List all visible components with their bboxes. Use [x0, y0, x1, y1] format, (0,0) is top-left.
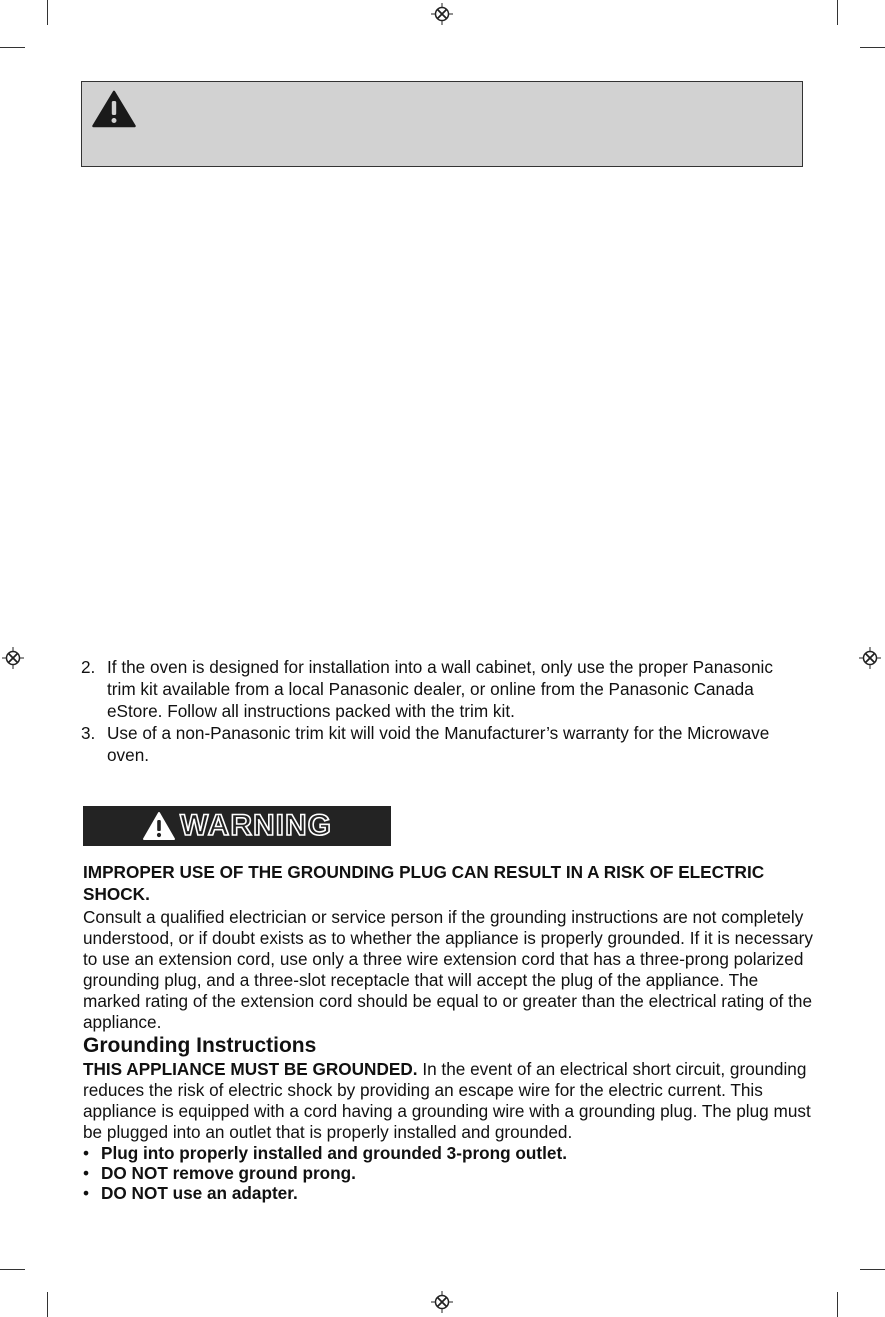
list-text: If the oven is designed for installation into a wall cabinet, only use the proper Panasonic trim kit available from a local Panasonic dealer, or online from the Panasonic Canada eStore. Follow all instructions packed with the trim kit. — [107, 657, 773, 721]
bullet-icon: • — [83, 1183, 90, 1203]
crop-mark — [837, 1292, 838, 1317]
bullet-icon: • — [83, 1163, 90, 1183]
warning-triangle-icon — [92, 90, 136, 128]
grounding-body — [83, 1059, 813, 1143]
list-number: 3. — [81, 723, 96, 743]
crosshair-registration-icon — [431, 3, 453, 25]
crop-mark — [860, 47, 885, 48]
warning-body: Consult a qualified electrician or service person if the grounding instructions are not completely understood, or if doubt exists as to whether the appliance is properly grounded. If it is necessary to use an extension cord, use only a three wire extension cord that has a three-prong polarized grounding plug, and a three-slot receptacle that will accept the plug of the appliance. The marked rating of the extension cord should be equal to or greater than the electrical rating of the appliance. — [83, 907, 813, 1032]
bullet-text: DO NOT remove ground prong. — [101, 1163, 356, 1183]
warning-label: WARNING — [180, 809, 332, 842]
grounding-section — [83, 1033, 813, 1203]
bullet-text: DO NOT use an adapter. — [101, 1183, 298, 1203]
installation-list — [81, 656, 801, 766]
bullet-text: Plug into properly installed and grounded 3-prong outlet. — [101, 1143, 567, 1163]
grounding-bullets — [83, 1143, 813, 1203]
grounding-body-text: In the event of an electrical short circuit, grounding reduces the risk of electric shock by providing an escape wire for the electric current. This appliance is equipped with a cord having a grounding wire with a grounding plug. The plug must be plugged into an outlet that is properly installed and grounded. — [83, 1059, 811, 1142]
crop-mark — [0, 1269, 25, 1270]
grounding-title: Grounding Instructions — [83, 1034, 317, 1057]
bullet-icon: • — [83, 1143, 90, 1163]
grounding-lead: THIS APPLIANCE MUST BE GROUNDED. — [83, 1059, 418, 1079]
warning-triangle-icon — [142, 811, 176, 841]
caution-box — [81, 81, 803, 167]
list-item — [81, 722, 801, 766]
crop-mark — [47, 0, 48, 25]
warning-heading: IMPROPER USE OF THE GROUNDING PLUG CAN RESULT IN A RISK OF ELECTRIC SHOCK. — [83, 862, 765, 904]
list-item — [81, 656, 801, 722]
crop-mark — [0, 47, 25, 48]
crosshair-registration-icon — [859, 647, 881, 669]
crop-mark — [837, 0, 838, 25]
list-number: 2. — [81, 657, 96, 677]
warning-banner — [83, 806, 391, 846]
warning-section — [83, 861, 813, 1033]
list-item — [83, 1163, 813, 1183]
list-text: Use of a non-Panasonic trim kit will void the Manufacturer’s warranty for the Microwave oven. — [107, 723, 770, 765]
list-item — [83, 1183, 813, 1203]
crop-mark — [47, 1292, 48, 1317]
crop-mark — [860, 1269, 885, 1270]
list-item — [83, 1143, 813, 1163]
crosshair-registration-icon — [2, 647, 24, 669]
crosshair-registration-icon — [431, 1291, 453, 1313]
